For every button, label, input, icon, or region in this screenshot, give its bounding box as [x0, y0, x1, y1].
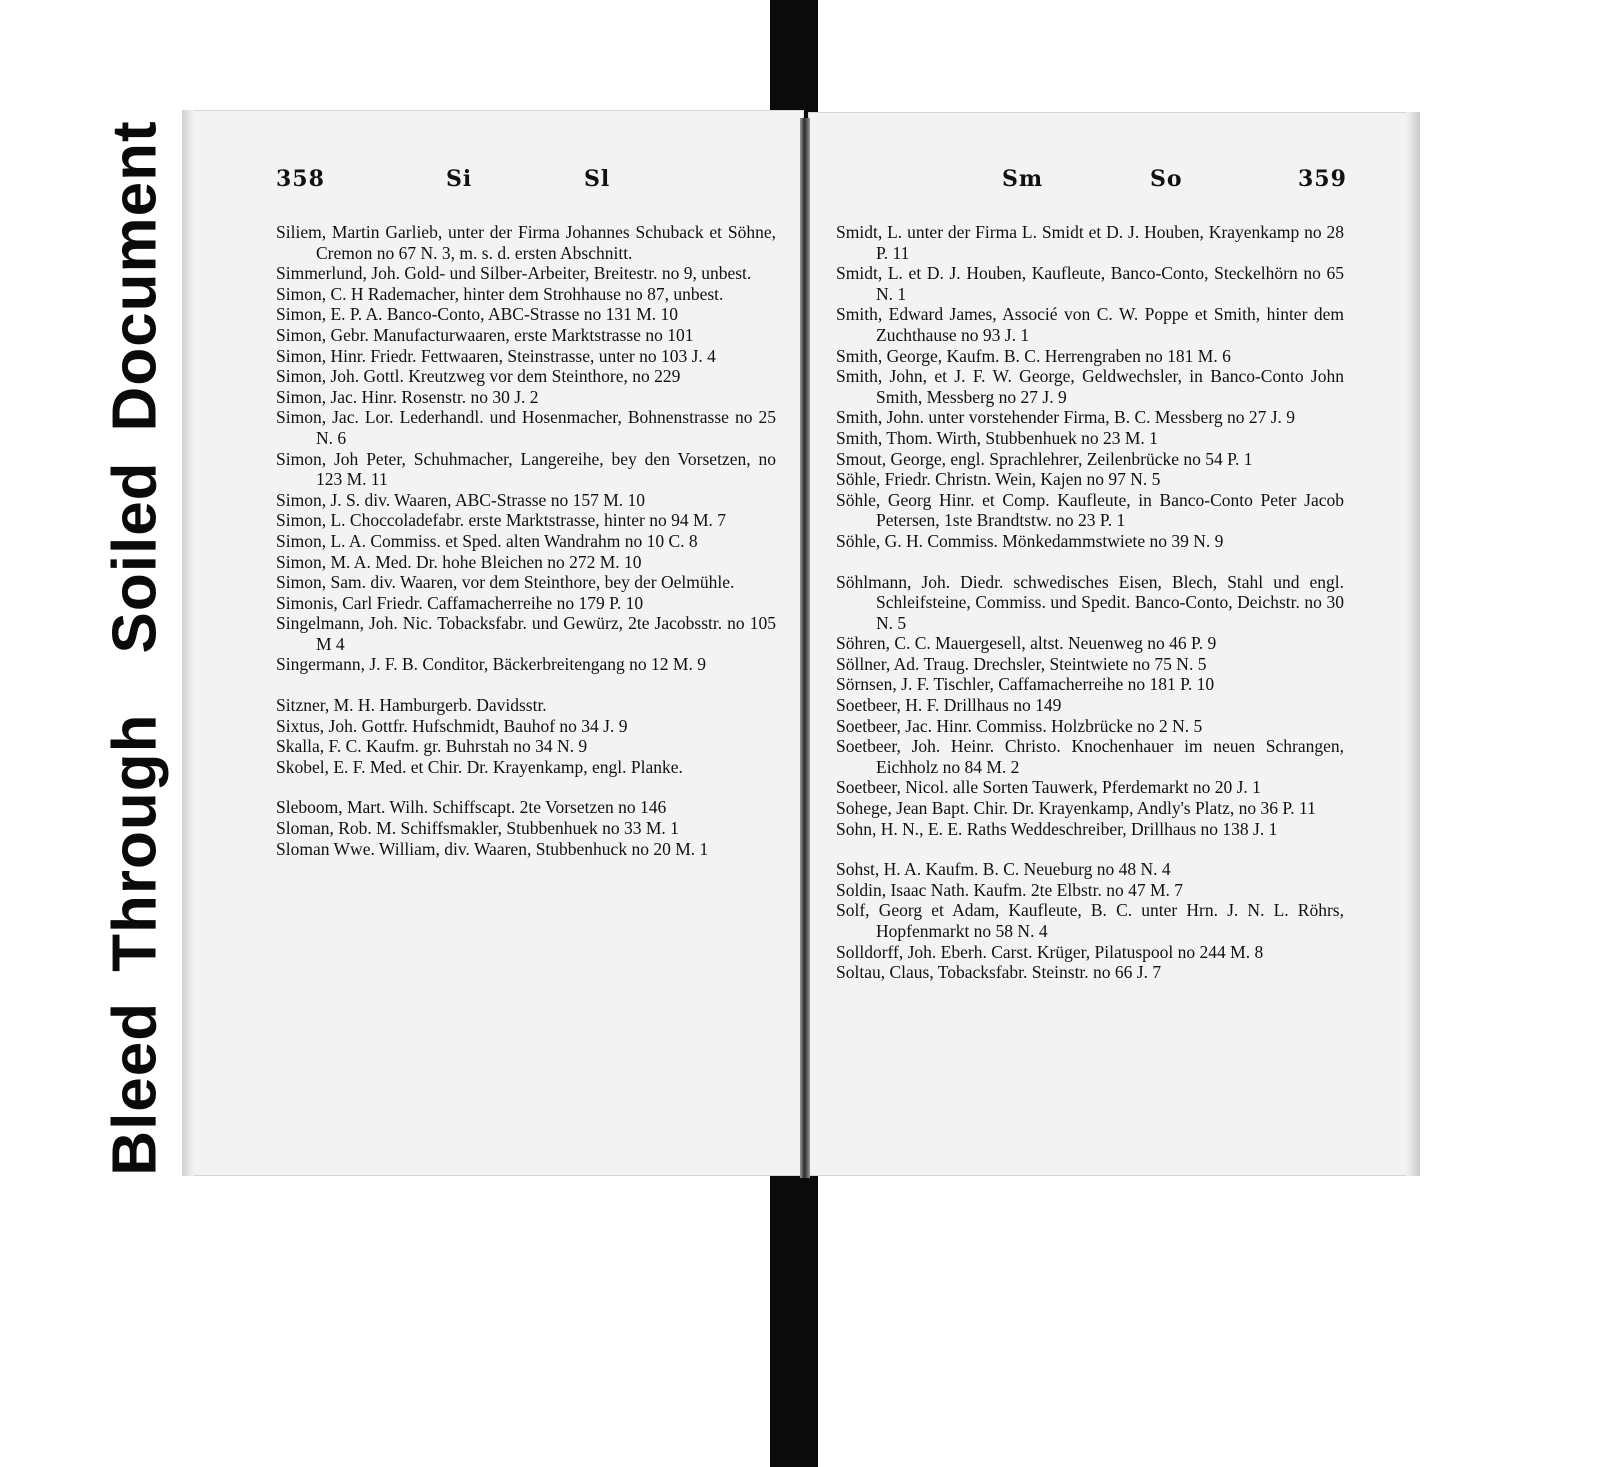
left-entry-list: [276, 222, 776, 859]
list-item: Smith, John, et J. F. W. George, Geldwechsler, in Banco-Conto John Smith, Messberg no 27 J. 9: [836, 366, 1344, 407]
left-head-a: Si: [446, 166, 473, 192]
list-item: Smidt, L. unter der Firma L. Smidt et D. J. Houben, Krayenkamp no 28 P. 11: [836, 222, 1344, 263]
list-item: Söhle, Georg Hinr. et Comp. Kaufleute, in Banco-Conto Peter Jacob Petersen, 1ste Brandtstw. no 23 P. 1: [836, 489, 1344, 531]
list-item: Simon, Joh Peter, Schuhmacher, Langereihe, bey den Vorsetzen, no 123 M. 11: [276, 448, 776, 490]
list-item: Singelmann, Joh. Nic. Tobacksfabr. und Gewürz, 2te Jacobsstr. no 105 M 4: [276, 613, 776, 654]
list-item: Singermann, J. F. B. Conditor, Bäckerbreitengang no 12 M. 9: [276, 654, 706, 675]
list-item: Söhren, C. C. Mauergesell, altst. Neuenweg no 46 P. 9: [836, 633, 1217, 654]
list-item: Smith, Edward James, Associé von C. W. Poppe et Smith, hinter dem Zuchthause no 93 J. 1: [836, 304, 1344, 345]
side-label-word-4: Document: [100, 120, 170, 432]
list-item: Simon, L. Choccoladefabr. erste Marktstrasse, hinter no 94 M. 7: [276, 510, 727, 531]
list-item: Sohege, Jean Bapt. Chir. Dr. Krayenkamp, Andly's Platz, no 36 P. 11: [836, 798, 1316, 819]
list-item: Sloman Wwe. William, div. Waaren, Stubbenhuck no 20 M. 1: [276, 838, 709, 859]
list-item: Simon, Jac. Hinr. Rosenstr. no 30 J. 2: [276, 386, 539, 407]
side-label-word-2: Through: [100, 713, 170, 972]
list-item: Simmerlund, Joh. Gold- und Silber-Arbeiter, Breitestr. no 9, unbest.: [276, 263, 752, 284]
list-item: Simon, Hinr. Friedr. Fettwaaren, Steinstrasse, unter no 103 J. 4: [276, 345, 716, 366]
list-item: Smith, George, Kaufm. B. C. Herrengraben no 181 M. 6: [836, 345, 1231, 366]
side-label: [100, 120, 171, 1175]
list-item: Söhlmann, Joh. Diedr. schwedisches Eisen, Blech, Stahl und engl. Schleifsteine, Commiss. und Spedit. Banco-Conto, Deichstr. no 30 N. 5: [836, 571, 1344, 633]
left-head-b: Sl: [584, 166, 611, 192]
list-item: Simon, E. P. A. Banco-Conto, ABC-Strasse no 131 M. 10: [276, 304, 679, 325]
list-item: Sixtus, Joh. Gottfr. Hufschmidt, Bauhof no 34 J. 9: [276, 715, 628, 736]
list-item: Simon, Jac. Lor. Lederhandl. und Hosenmacher, Bohnenstrasse no 25 N. 6: [276, 407, 776, 448]
left-page-number: 358: [276, 166, 325, 192]
list-item: Soetbeer, Nicol. alle Sorten Tauwerk, Pferdemarkt no 20 J. 1: [836, 777, 1261, 798]
side-label-word-1: Bleed: [100, 1001, 170, 1176]
list-item: Solf, Georg et Adam, Kaufleute, B. C. unter Hrn. J. N. L. Röhrs, Hopfenmarkt no 58 N. 4: [836, 900, 1344, 941]
list-item: Solldorff, Joh. Eberh. Carst. Krüger, Pilatuspool no 244 M. 8: [836, 941, 1264, 962]
list-item: Sörnsen, J. F. Tischler, Caffamacherreihe no 181 P. 10: [836, 674, 1215, 695]
list-item: Simon, Joh. Gottl. Kreutzweg vor dem Steinthore, no 229: [276, 366, 681, 387]
list-item: Soetbeer, Jac. Hinr. Commiss. Holzbrücke no 2 N. 5: [836, 715, 1203, 736]
list-item: Simon, Sam. div. Waaren, vor dem Steinthore, bey der Oelmühle.: [276, 572, 735, 593]
list-item: Sleboom, Mart. Wilh. Schiffscapt. 2te Vorsetzen no 146: [276, 797, 667, 818]
list-item: Simonis, Carl Friedr. Caffamacherreihe no 179 P. 10: [276, 592, 644, 613]
right-head-a: Sm: [1002, 166, 1044, 192]
side-label-word-3: Soiled: [100, 461, 170, 654]
book-gutter: [800, 118, 810, 1178]
right-head-b: So: [1150, 166, 1183, 192]
list-item: Soldin, Isaac Nath. Kaufm. 2te Elbstr. no 47 M. 7: [836, 879, 1184, 900]
list-item: Smout, George, engl. Sprachlehrer, Zeilenbrücke no 54 P. 1: [836, 448, 1253, 469]
list-item: Soltau, Claus, Tobacksfabr. Steinstr. no 66 J. 7: [836, 962, 1162, 983]
list-item: Sloman, Rob. M. Schiffsmakler, Stubbenhuek no 33 M. 1: [276, 818, 679, 839]
list-item: Simon, C. H Rademacher, hinter dem Strohhause no 87, unbest.: [276, 283, 724, 304]
list-item: Simon, L. A. Commiss. et Sped. alten Wandrahm no 10 C. 8: [276, 530, 698, 551]
list-item: Smidt, L. et D. J. Houben, Kaufleute, Banco-Conto, Steckelhörn no 65 N. 1: [836, 263, 1344, 304]
list-item: Söllner, Ad. Traug. Drechsler, Steintwiete no 75 N. 5: [836, 653, 1207, 674]
list-item: Soetbeer, H. F. Drillhaus no 149: [836, 695, 1062, 716]
list-item: Skobel, E. F. Med. et Chir. Dr. Krayenkamp, engl. Planke.: [276, 756, 683, 777]
list-item: Sitzner, M. H. Hamburgerb. Davidsstr.: [276, 695, 547, 716]
list-item: Sohn, H. N., E. E. Raths Weddeschreiber, Drillhaus no 138 J. 1: [836, 818, 1278, 839]
list-item: Simon, M. A. Med. Dr. hohe Bleichen no 272 M. 10: [276, 551, 642, 572]
list-item: Sohst, H. A. Kaufm. B. C. Neueburg no 48 N. 4: [836, 859, 1171, 880]
list-item: Söhle, G. H. Commiss. Mönkedammstwiete no 39 N. 9: [836, 530, 1224, 551]
list-item: Söhle, Friedr. Christn. Wein, Kajen no 97 N. 5: [836, 469, 1161, 490]
list-item: Siliem, Martin Garlieb, unter der Firma Johannes Schuback et Söhne, Cremon no 67 N. 3, m. s. d. ersten Abschnitt.: [276, 222, 776, 263]
right-entry-list: [836, 222, 1344, 983]
list-item: Simon, Gebr. Manufacturwaaren, erste Marktstrasse no 101: [276, 324, 694, 345]
list-item: Skalla, F. C. Kaufm. gr. Buhrstah no 34 N. 9: [276, 736, 588, 757]
right-page-number: 359: [1298, 166, 1347, 192]
list-item: Smith, Thom. Wirth, Stubbenhuek no 23 M. 1: [836, 427, 1158, 448]
list-item: Smith, John. unter vorstehender Firma, B. C. Messberg no 27 J. 9: [836, 407, 1296, 428]
list-item: Soetbeer, Joh. Heinr. Christo. Knochenhauer im neuen Schrangen, Eichholz no 84 M. 2: [836, 736, 1344, 777]
list-item: Simon, J. S. div. Waaren, ABC-Strasse no 157 M. 10: [276, 489, 646, 510]
